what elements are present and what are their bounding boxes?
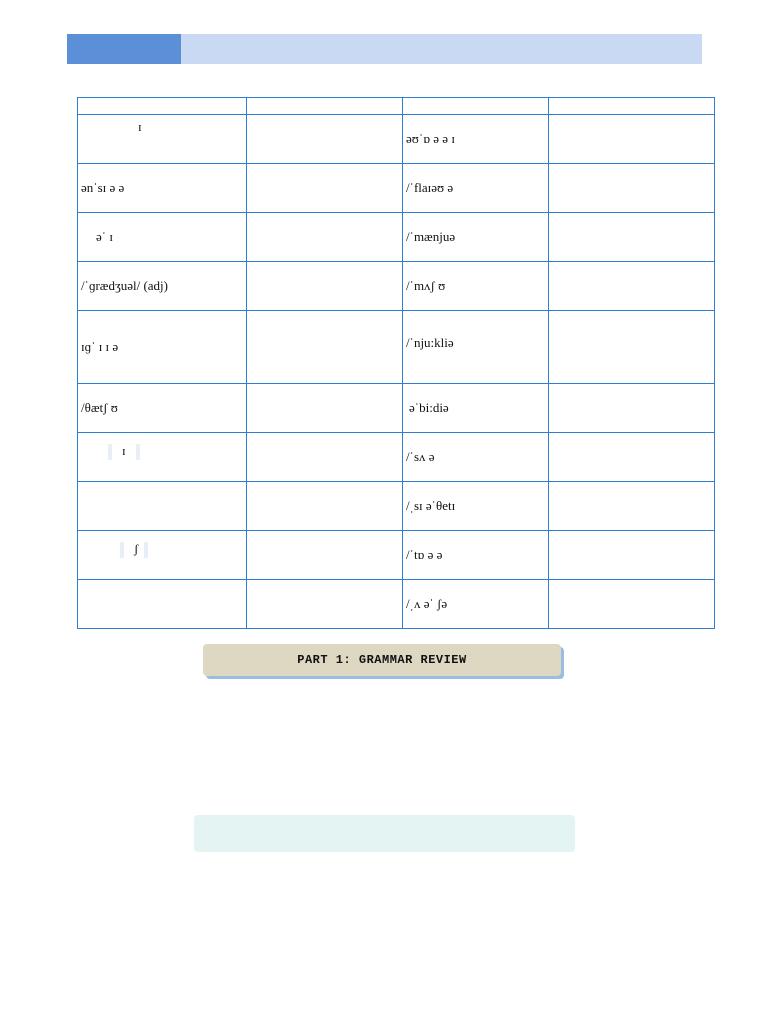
- word-cell: [78, 531, 247, 580]
- meaning-cell: [549, 213, 715, 262]
- grammar-review-button[interactable]: PART 1: GRAMMAR REVIEW: [203, 644, 561, 676]
- highlight-mark: [120, 542, 124, 558]
- meaning-cell: [549, 164, 715, 213]
- table-row: [78, 482, 715, 531]
- word-cell: [78, 482, 247, 531]
- header-cell: [549, 98, 715, 115]
- word-cell: əˈbi:diə: [403, 384, 549, 433]
- meaning-cell: [549, 384, 715, 433]
- meaning-cell: [247, 262, 403, 311]
- meaning-cell: [549, 531, 715, 580]
- header-cell: [247, 98, 403, 115]
- word-cell: /ˈsʌ ə: [403, 433, 549, 482]
- word-cell: ənˈsɪ ə ə: [78, 164, 247, 213]
- highlight-mark: [108, 444, 112, 460]
- word-cell: /ˈɡrædʒuəl/ (adj): [78, 262, 247, 311]
- word-text: ʃ: [134, 541, 139, 556]
- table-row: [78, 213, 715, 262]
- header-accent: [67, 34, 181, 64]
- meaning-cell: [549, 262, 715, 311]
- word-cell: /ˌsɪ əˈθetɪ: [403, 482, 549, 531]
- table-row: [78, 311, 715, 384]
- meaning-cell: [549, 311, 715, 384]
- content-panel: [194, 815, 575, 852]
- highlight-mark: [144, 542, 148, 558]
- word-cell: ɪ: [78, 115, 247, 164]
- word-cell: /ˈtɒ ə ə: [403, 531, 549, 580]
- table-header-row: [78, 98, 715, 115]
- meaning-cell: [247, 580, 403, 629]
- word-cell: /ˈflaɪəʊ ə: [403, 164, 549, 213]
- meaning-cell: [247, 433, 403, 482]
- table-row: [78, 580, 715, 629]
- table-row: [78, 531, 715, 580]
- header-cell: [403, 98, 549, 115]
- word-cell: /ˈmænjuə: [403, 213, 549, 262]
- table-row: [78, 115, 715, 164]
- word-cell: əˈ ɪ: [78, 213, 247, 262]
- meaning-cell: [247, 531, 403, 580]
- meaning-cell: [247, 213, 403, 262]
- word-cell: /ˌʌ əˈ ʃə: [403, 580, 549, 629]
- word-cell: /θætʃ ʊ: [78, 384, 247, 433]
- word-cell: [78, 580, 247, 629]
- meaning-cell: [549, 115, 715, 164]
- highlight-mark: [136, 444, 140, 460]
- meaning-cell: [247, 115, 403, 164]
- table-row: [78, 433, 715, 482]
- meaning-cell: [247, 311, 403, 384]
- meaning-cell: [247, 482, 403, 531]
- word-cell: [78, 433, 247, 482]
- word-cell: ɪɡˈ ɪ ɪ ə: [78, 311, 247, 384]
- word-cell: əʊˈɒ ə ə ɪ: [403, 115, 549, 164]
- word-text: ɪ: [122, 443, 126, 458]
- meaning-cell: [549, 580, 715, 629]
- word-cell: /ˈnju:kliə: [403, 311, 549, 384]
- meaning-cell: [247, 384, 403, 433]
- meaning-cell: [247, 164, 403, 213]
- table-row: [78, 164, 715, 213]
- table-row: [78, 262, 715, 311]
- word-cell: /ˈmʌʃ ʊ: [403, 262, 549, 311]
- vocabulary-table: [77, 97, 715, 629]
- header-cell: [78, 98, 247, 115]
- meaning-cell: [549, 433, 715, 482]
- table-row: [78, 384, 715, 433]
- meaning-cell: [549, 482, 715, 531]
- header-bar: [67, 34, 702, 64]
